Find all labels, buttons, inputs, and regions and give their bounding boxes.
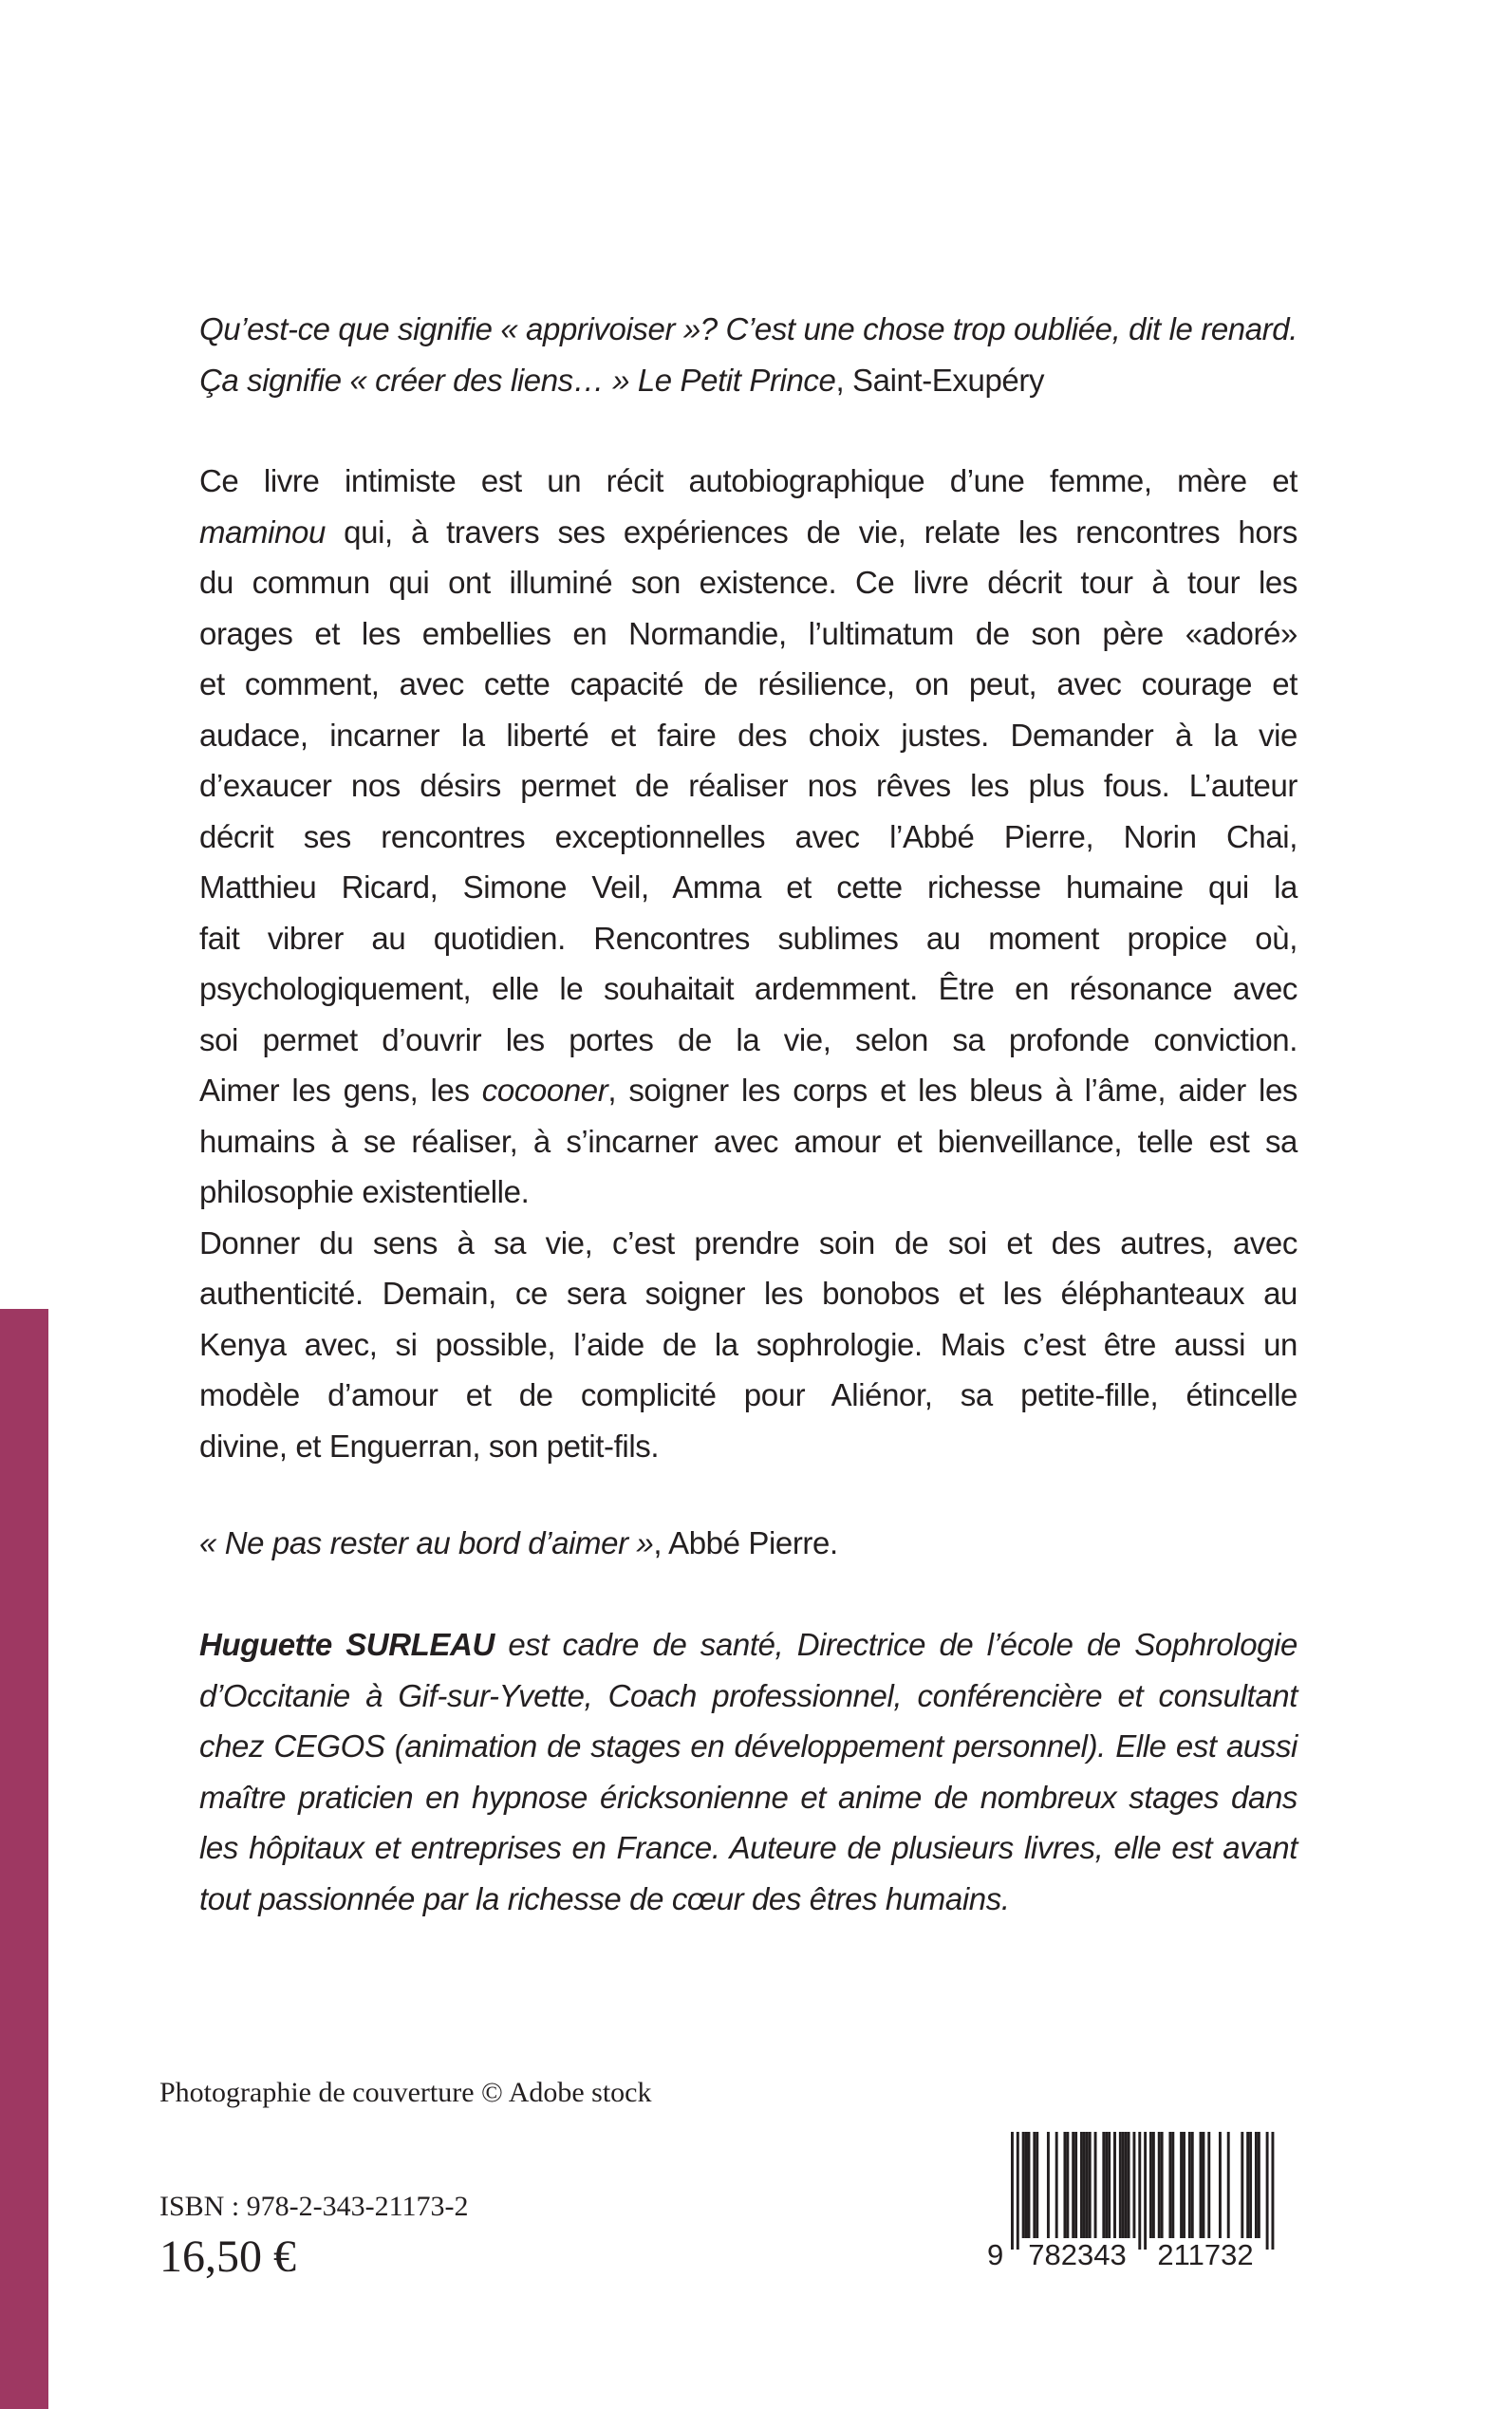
text-segment: psychologiquement, elle le souhaitait ardemment. Être en résonance avec [199,971,1297,1006]
barcode-bar [1271,2132,1274,2250]
text-segment: maître praticien en hypnose éricksonienne et anime de nombreux stages dans [199,1779,1297,1815]
barcode-bar [1249,2132,1252,2238]
text-line [199,507,1297,558]
barcode-bar [1022,2132,1025,2238]
photo-credit: Photographie de couverture © Adobe stock [159,2077,652,2108]
barcode-bar [1122,2132,1125,2238]
author-name: Huguette SURLEAU [199,1627,495,1662]
barcode-bar [1158,2132,1161,2238]
barcode-bar [1125,2132,1128,2238]
barcode-bar [1036,2132,1038,2238]
text-segment: les hôpitaux et entreprises en France. Auteure de plusieurs livres, elle est avant [199,1830,1297,1865]
text-line [199,456,1297,507]
barcode-bar [1086,2132,1089,2238]
barcode-bar [1047,2132,1050,2238]
text-segment: modèle d’amour et de complicité pour Aliénor, sa petite-fille, étincelle [199,1377,1297,1412]
text-segment: , Saint-Exupéry [835,362,1045,398]
barcode-bar [1200,2132,1203,2238]
text-segment: Donner du sens à sa vie, c’est prendre soin de soi et des autres, avec [199,1224,1297,1261]
text-line [199,608,1297,660]
isbn: ISBN : 978-2-343-21173-2 [159,2191,469,2222]
barcode-bars [1011,2132,1274,2250]
closing-quote [199,1518,1297,1569]
barcode-bar [1149,2132,1152,2238]
text-line [199,659,1297,710]
text-line [199,1822,1297,1874]
barcode-bar [1171,2132,1174,2238]
barcode-bar [1202,2132,1204,2238]
barcode-bar [1255,2132,1258,2238]
barcode-bar [1132,2132,1135,2238]
barcode-bar [1241,2132,1243,2238]
text-line [199,1671,1297,1722]
text-segment: , soigner les corps et les bleus à l’âme, aider les [607,1073,1298,1108]
author-bio [199,1619,1297,1924]
text-segment: divine, et Enguerran, son petit-fils. [199,1428,660,1464]
barcode-bar [1074,2132,1077,2238]
barcode-bar [1066,2132,1069,2238]
text-segment: est cadre de santé, Directrice de l’école de Sophrologie [494,1627,1297,1662]
text-segment: Ça signifie « créer des liens… » Le Petit Prince [199,362,836,398]
barcode-bar [1025,2132,1028,2238]
barcode-bar [1080,2132,1083,2238]
text-segment: d’exaucer nos désirs permet de réaliser nos rêves les plus fous. L’auteur [199,768,1297,803]
text-line [199,355,1297,406]
text-segment: maminou [199,514,326,550]
text-line [199,760,1297,812]
text-line [199,557,1297,608]
text-line [199,1772,1297,1823]
text-segment: et comment, avec cette capacité de résilience, on peut, avec courage et [199,666,1297,701]
barcode-bar [1128,2132,1130,2238]
barcode-first-digit: 9 [987,2238,1004,2271]
barcode-bar [1113,2132,1116,2238]
epigraph [199,304,1297,405]
barcode-bar [1183,2132,1185,2238]
barcode-bar [1161,2132,1164,2238]
text-segment: philosophie existentielle. [199,1174,530,1209]
text-segment: humains à se réaliser, à s’incarner avec amour et bienveillance, telle est sa [199,1123,1297,1159]
text-line [199,1619,1297,1671]
text-segment: tout passionnée par la richesse de cœur des êtres humains. [199,1880,1010,1916]
barcode-bar [1188,2132,1191,2238]
text-segment: « Ne pas rester au bord d’aimer » [199,1525,654,1560]
text-segment: Qu’est-ce que signifie « apprivoiser »? C’est une chose trop oubliée, dit le renard. [199,311,1297,346]
text-line [199,1116,1297,1167]
text-line [199,1218,1297,1269]
text-segment: , Abbé Pierre. [653,1525,838,1560]
text-segment: du commun qui ont illuminé son existence. Ce livre décrit tour à tour les [199,565,1297,600]
barcode-bar [1089,2132,1092,2238]
barcode-bar [1105,2132,1108,2238]
barcode-bar [1119,2132,1122,2238]
barcode-bar [1063,2132,1066,2238]
text-segment: orages et les embellies en Normandie, l’ultimatum de son père «adoré» [199,615,1297,651]
text-line [199,1268,1297,1319]
text-segment: chez CEGOS (animation de stages en développement personnel). Elle est aussi [199,1728,1297,1764]
barcode-bar [1102,2132,1105,2238]
barcode-bar [1219,2132,1222,2238]
text-segment: décrit ses rencontres exceptionnelles avec l’Abbé Pierre, Norin Chai, [199,818,1297,854]
barcode-bar [1258,2132,1260,2238]
text-segment: Ce livre intimiste est un récit autobiographique d’une femme, mère et [199,463,1297,498]
text-line [199,862,1297,913]
barcode-bar [1227,2132,1230,2238]
barcode-bar [1168,2132,1171,2238]
text-line [199,1518,1297,1569]
barcode-left-digits: 782343 [1028,2238,1127,2271]
barcode-bar [1207,2132,1210,2238]
text-segment: Matthieu Ricard, Simone Veil, Amma et cette richesse humaine qui la [199,869,1297,905]
text-segment: fait vibrer au quotidien. Rencontres sublimes au moment propice où, [199,920,1297,956]
price: 16,50 € [159,2232,296,2282]
barcode-bar [1108,2132,1111,2238]
text-line [199,1370,1297,1421]
text-line [199,1721,1297,1772]
text-line [199,1015,1297,1066]
barcode-bar [1246,2132,1249,2238]
text-line [199,963,1297,1015]
text-line [199,1167,1297,1218]
barcode-bar [1072,2132,1074,2238]
barcode-bar [1011,2132,1014,2250]
barcode-bar [1180,2132,1183,2238]
barcode-bar [1017,2132,1019,2250]
barcode-bar [1152,2132,1155,2238]
text-line [199,1065,1297,1116]
barcode-bar [1138,2132,1141,2250]
text-line [199,913,1297,964]
isbn-barcode [978,2132,1281,2274]
barcode-bar [1083,2132,1086,2238]
barcode-bar [1144,2132,1147,2250]
barcode-bar [1266,2132,1269,2250]
text-segment: Kenya avec, si possible, l’aide de la sophrologie. Mais c’est être aussi un [199,1326,1297,1362]
text-line [199,1421,1297,1472]
spine-color-band [0,1309,48,2409]
text-segment: cocooner [481,1073,608,1108]
text-line [199,812,1297,863]
barcode-bar [1055,2132,1058,2238]
text-segment: d’Occitanie à Gif-sur-Yvette, Coach professionnel, conférencière et consultant [199,1677,1297,1713]
text-segment: soi permet d’ouvrir les portes de la vie, selon sa profonde conviction. [199,1021,1297,1057]
barcode-bar [1033,2132,1036,2238]
text-line [199,304,1297,355]
text-line [199,1874,1297,1925]
barcode-right-digits: 211732 [1157,2238,1254,2271]
barcode-bar [1028,2132,1031,2238]
text-line [199,710,1297,761]
text-segment: Aimer les gens, les [199,1073,482,1108]
text-line [199,1319,1297,1371]
text-segment: qui, à travers ses expériences de vie, relate les rencontres hors [325,514,1297,550]
barcode-bar [1094,2132,1097,2238]
barcode-bar [1191,2132,1194,2238]
text-segment: audace, incarner la liberté et faire des choix justes. Demander à la vie [199,717,1297,753]
summary-text [199,456,1297,1471]
text-segment: authenticité. Demain, ce sera soigner les bonobos et les éléphanteaux au [199,1276,1297,1311]
